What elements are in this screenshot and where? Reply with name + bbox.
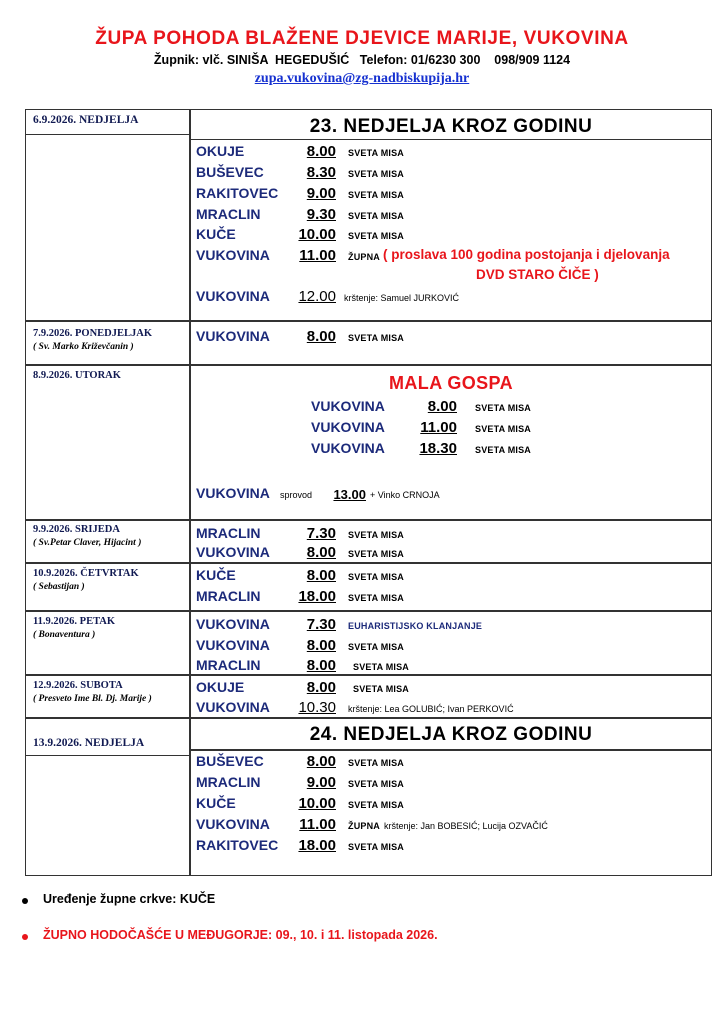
entry-note: krštenje: Lea GOLUBIĆ; Ivan PERKOVIĆ bbox=[348, 704, 514, 714]
bullet-icon bbox=[22, 898, 28, 904]
entry-note: krštenje: Samuel JURKOVIĆ bbox=[344, 293, 460, 303]
day-date: 6.9.2026. NEDJELJA bbox=[33, 114, 139, 126]
pastor-contact-line: Župnik: vlč. SINIŠA HEGEDUŠIĆ Telefon: 01/6230 300 098/909 1124 bbox=[153, 53, 571, 67]
day-date: 12.9.2026. SUBOTA bbox=[33, 680, 123, 691]
row-divider bbox=[26, 610, 711, 612]
entry-label: ŽUPNA bbox=[348, 252, 380, 262]
entry-time: 9.00 bbox=[306, 774, 336, 791]
entry-label: SVETA MISA bbox=[348, 800, 405, 810]
title-underline bbox=[189, 139, 711, 140]
schedule-entry-continuation bbox=[196, 267, 706, 287]
entry-time: 10.00 bbox=[298, 795, 336, 812]
entry-place: KUČE bbox=[196, 226, 236, 242]
entry-place: MRACLIN bbox=[196, 774, 261, 790]
entry-place: BUŠEVEC bbox=[196, 753, 264, 769]
date-underline bbox=[26, 134, 189, 135]
entry-label: SVETA MISA bbox=[348, 211, 405, 221]
entry-time: 8.30 bbox=[306, 164, 336, 181]
entry-label: SVETA MISA bbox=[348, 758, 405, 768]
entry-time: 10.00 bbox=[298, 226, 336, 243]
entry-place: RAKITOVEC bbox=[196, 837, 279, 853]
entry-place: VUKOVINA bbox=[311, 419, 385, 435]
entry-time: 12.00 bbox=[298, 288, 336, 305]
entry-label: SVETA MISA bbox=[348, 169, 405, 179]
entry-place: MRACLIN bbox=[196, 206, 261, 222]
entry-time: 8.00 bbox=[306, 328, 336, 345]
entry-note: krštenje: Jan BOBESIĆ; Lucija OZVAČIĆ bbox=[384, 821, 548, 831]
entry-label: SVETA MISA bbox=[348, 530, 405, 540]
entry-place: VUKOVINA bbox=[196, 637, 270, 653]
entry-time: 10.30 bbox=[298, 699, 336, 716]
entry-time: 11.00 bbox=[299, 816, 336, 833]
day-date: 10.9.2026. ČETVRTAK bbox=[33, 568, 139, 579]
entry-time: 7.30 bbox=[306, 525, 336, 542]
notice-cleaning: Uređenje župne crkve: KUČE bbox=[43, 892, 216, 906]
entry-label: SVETA MISA bbox=[348, 779, 405, 789]
entry-time: 8.00 bbox=[306, 637, 336, 654]
sunday-title: 23. NEDJELJA KROZ GODINU bbox=[309, 116, 593, 137]
entry-time: 8.00 bbox=[306, 679, 336, 696]
feast-title: MALA GOSPA bbox=[389, 373, 513, 393]
bullet-icon bbox=[22, 934, 28, 940]
row-divider bbox=[189, 749, 711, 751]
row-divider bbox=[26, 674, 711, 676]
entry-time: 18.30 bbox=[419, 440, 457, 457]
day-date: 11.9.2026. PETAK bbox=[33, 616, 116, 627]
column-divider bbox=[189, 110, 191, 875]
entry-label: SVETA MISA bbox=[353, 662, 410, 672]
entry-time: 8.00 bbox=[306, 544, 336, 561]
entry-place: KUČE bbox=[196, 567, 236, 583]
entry-place: VUKOVINA bbox=[196, 328, 270, 344]
entry-label: SVETA MISA bbox=[348, 333, 405, 343]
entry-note-celebration: ( proslava 100 godina postojanja i djelovanja bbox=[383, 247, 670, 262]
entry-place: VUKOVINA bbox=[196, 616, 270, 632]
entry-time: 11.00 bbox=[299, 247, 336, 264]
entry-place: VUKOVINA bbox=[196, 288, 270, 304]
entry-label: SVETA MISA bbox=[348, 642, 405, 652]
entry-time: 9.00 bbox=[306, 185, 336, 202]
entry-label: SVETA MISA bbox=[353, 684, 410, 694]
entry-label: SVETA MISA bbox=[348, 231, 405, 241]
entry-label: ŽUPNA bbox=[348, 821, 380, 831]
row-divider bbox=[26, 364, 711, 366]
parish-email-link[interactable]: zupa.vukovina@zg-nadbiskupija.hr bbox=[254, 71, 470, 86]
entry-time: 8.00 bbox=[306, 143, 336, 160]
entry-label: SVETA MISA bbox=[348, 190, 405, 200]
entry-note-celebration: DVD STARO ČIČE ) bbox=[476, 267, 599, 282]
parish-title: ŽUPA POHODA BLAŽENE DJEVICE MARIJE, VUKOVINA bbox=[95, 28, 629, 49]
row-divider bbox=[26, 519, 711, 521]
day-date: 8.9.2026. UTORAK bbox=[33, 370, 121, 381]
entry-place: MRACLIN bbox=[196, 588, 261, 604]
entry-place: VUKOVINA bbox=[196, 816, 270, 832]
schedule-entry bbox=[196, 247, 706, 267]
entry-time: 8.00 bbox=[306, 657, 336, 674]
entry-place: OKUJE bbox=[196, 679, 245, 695]
entry-time: 8.00 bbox=[306, 753, 336, 770]
entry-pre-note: sprovod bbox=[280, 490, 313, 500]
saint-name: ( Bonaventura ) bbox=[33, 630, 96, 640]
entry-label: SVETA MISA bbox=[348, 572, 405, 582]
entry-place: RAKITOVEC bbox=[196, 185, 279, 201]
entry-label: SVETA MISA bbox=[348, 593, 405, 603]
entry-place: MRACLIN bbox=[196, 525, 261, 541]
entry-label: SVETA MISA bbox=[475, 403, 532, 413]
entry-time: 13.00 bbox=[333, 487, 366, 502]
entry-place: BUŠEVEC bbox=[196, 164, 264, 180]
day-date: 7.9.2026. PONEDJELJAK bbox=[33, 328, 153, 339]
entry-place: KUČE bbox=[196, 795, 236, 811]
entry-time: 18.00 bbox=[298, 588, 336, 605]
day-date: 13.9.2026. NEDJELJA bbox=[33, 737, 145, 749]
entry-place: OKUJE bbox=[196, 143, 245, 159]
entry-label: SVETA MISA bbox=[475, 424, 532, 434]
entry-label: SVETA MISA bbox=[348, 148, 405, 158]
row-divider bbox=[26, 562, 711, 564]
entry-label: SVETA MISA bbox=[348, 842, 405, 852]
entry-time: 7.30 bbox=[306, 616, 336, 633]
entry-time: 8.00 bbox=[427, 398, 457, 415]
schedule-table bbox=[25, 109, 712, 876]
row-divider bbox=[26, 717, 711, 719]
date-underline bbox=[26, 755, 189, 756]
entry-place: MRACLIN bbox=[196, 657, 261, 673]
row-divider bbox=[26, 320, 711, 322]
entry-place: VUKOVINA bbox=[196, 247, 270, 263]
entry-place: VUKOVINA bbox=[196, 699, 270, 715]
entry-place: VUKOVINA bbox=[311, 440, 385, 456]
saint-name: ( Sebastijan ) bbox=[33, 582, 85, 592]
saint-name: ( Sv. Marko Križevčanin ) bbox=[33, 342, 134, 352]
notice-pilgrimage: ŽUPNO HODOČAŠĆE U MEĐUGORJE: 09., 10. i 11. listopada 2026. bbox=[43, 928, 438, 942]
sunday-title: 24. NEDJELJA KROZ GODINU bbox=[309, 724, 593, 745]
entry-note: + Vinko CRNOJA bbox=[370, 490, 440, 500]
entry-place: VUKOVINA bbox=[196, 544, 270, 560]
entry-time: 18.00 bbox=[298, 837, 336, 854]
entry-time: 9.30 bbox=[306, 206, 336, 223]
entry-label: SVETA MISA bbox=[475, 445, 532, 455]
entry-time: 11.00 bbox=[420, 419, 457, 436]
entry-label: SVETA MISA bbox=[348, 549, 405, 559]
entry-place: VUKOVINA bbox=[311, 398, 385, 414]
saint-name: ( Sv.Petar Claver, Hijacint ) bbox=[33, 538, 142, 548]
day-date: 9.9.2026. SRIJEDA bbox=[33, 524, 120, 535]
entry-label: EUHARISTIJSKO KLANJANJE bbox=[348, 621, 483, 631]
saint-name: ( Presveto Ime Bl. Dj. Marije ) bbox=[33, 694, 152, 704]
entry-place: VUKOVINA bbox=[196, 485, 270, 501]
entry-time: 8.00 bbox=[306, 567, 336, 584]
